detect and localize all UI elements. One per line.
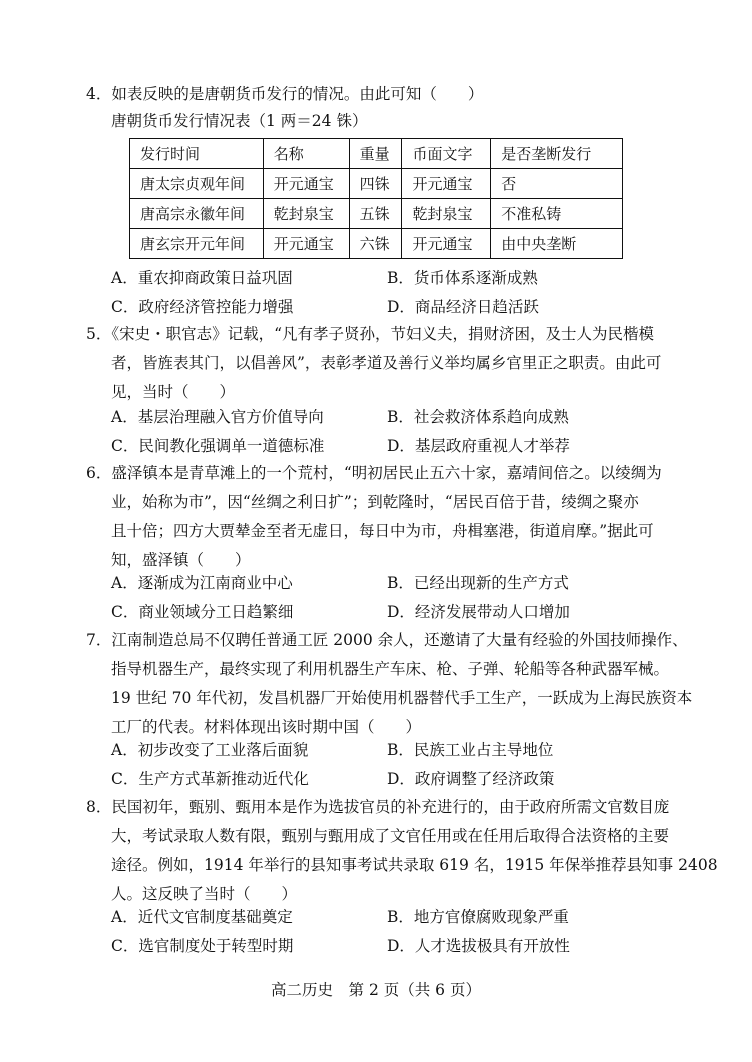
option-c[interactable]: C．民间教化强调单一道德标准 xyxy=(111,437,325,455)
question-4-options xyxy=(111,264,671,322)
option-d[interactable]: D．基层政府重视人才举荐 xyxy=(387,437,570,455)
question-8-line: 大，考试录取人数有限，甄别与甄用成了文官任用或在任用后取得合法资格的主要 xyxy=(111,827,670,845)
question-8 xyxy=(86,793,718,909)
table-cell: 开元通宝 xyxy=(402,229,491,259)
question-7-line: 工厂的代表。材料体现出该时期中国（ ） xyxy=(111,718,422,736)
question-4 xyxy=(86,80,680,109)
option-d[interactable]: D．人才选拔极具有开放性 xyxy=(387,937,570,955)
option-a[interactable]: A．逐渐成为江南商业中心 xyxy=(111,574,293,592)
question-6-line: 业，始称为市”，因“丝绸之利日扩”；到乾隆时，“居民百倍于昔，绫绸之聚亦 xyxy=(111,493,639,511)
table-row xyxy=(130,199,623,229)
table-cell: 唐太宗贞观年间 xyxy=(130,169,264,199)
question-7-line: 19 世纪 70 年代初，发昌机器厂开始使用机器替代手工生产，一跃成为上海民族资本 xyxy=(111,689,693,707)
question-7-line: 指导机器生产，最终实现了利用机器生产车床、枪、子弹、轮船等各种武器军械。 xyxy=(111,660,670,678)
question-6-line: 6．盛泽镇本是青草滩上的一个荒村，“明初居民止五六十家，嘉靖间倍之。以绫绸为 xyxy=(86,464,662,482)
option-b[interactable]: B．民族工业占主导地位 xyxy=(387,741,554,759)
table-cell: 开元通宝 xyxy=(263,169,349,199)
option-b[interactable]: B．社会救济体系趋向成熟 xyxy=(387,408,569,426)
option-c[interactable]: C．商业领域分工日趋繁细 xyxy=(111,603,294,621)
table-cell: 唐玄宗开元年间 xyxy=(130,229,264,259)
table-cell: 不准私铸 xyxy=(491,199,623,229)
table-cell: 唐高宗永徽年间 xyxy=(130,199,264,229)
option-d[interactable]: D．政府调整了经济政策 xyxy=(387,770,555,788)
question-5-options xyxy=(111,403,671,461)
option-c[interactable]: C．政府经济管控能力增强 xyxy=(111,298,294,316)
table-row xyxy=(130,229,623,259)
option-a[interactable]: A．基层治理融入官方价值导向 xyxy=(111,408,324,426)
table-header-cell: 是否垄断发行 xyxy=(491,139,623,169)
table-cell: 开元通宝 xyxy=(402,169,491,199)
option-a[interactable]: A．重农抑商政策日益巩固 xyxy=(111,269,293,287)
question-8-line: 8．民国初年，甄别、甄用本是作为选拔官员的补充进行的，由于政府所需文官数目庞 xyxy=(86,798,670,816)
question-7-line: 7．江南制造总局不仅聘任普通工匠 2000 余人，还邀请了大量有经验的外国技师操作、 xyxy=(86,631,688,649)
table-cell: 四铢 xyxy=(349,169,402,199)
question-7-options xyxy=(111,736,671,794)
table-header-row xyxy=(130,139,623,169)
question-8-line: 途径。例如，1914 年举行的县知事考试共录取 619 名，1915 年保举推荐县知事 2408 xyxy=(111,856,718,874)
page-footer: 高二历史 第 2 页（共 6 页） xyxy=(271,981,481,999)
table-caption: 唐朝货币发行情况表（1 两＝24 铢） xyxy=(111,112,368,130)
option-d[interactable]: D．商品经济日趋活跃 xyxy=(387,298,539,316)
question-4-stem: 4．如表反映的是唐朝货币发行的情况。由此可知（ ） xyxy=(86,85,484,103)
option-a[interactable]: A．初步改变了工业落后面貌 xyxy=(111,741,309,759)
table-cell: 否 xyxy=(491,169,623,199)
table-row xyxy=(130,169,623,199)
option-b[interactable]: B．已经出现新的生产方式 xyxy=(387,574,569,592)
question-5-line: 见，当时（ ） xyxy=(111,383,236,401)
table-cell: 五铢 xyxy=(349,199,402,229)
option-b[interactable]: B．地方官僚腐败现象严重 xyxy=(387,908,569,926)
table-header-cell: 重量 xyxy=(349,139,402,169)
table-cell: 六铢 xyxy=(349,229,402,259)
table-header-cell: 币面文字 xyxy=(402,139,491,169)
option-c[interactable]: C．生产方式革新推动近代化 xyxy=(111,770,309,788)
table-cell: 由中央垄断 xyxy=(491,229,623,259)
question-8-line: 人。这反映了当时（ ） xyxy=(111,885,298,903)
question-5 xyxy=(86,320,680,407)
table-cell: 乾封泉宝 xyxy=(402,199,491,229)
table-cell: 开元通宝 xyxy=(263,229,349,259)
question-5-line: 者，皆旌表其门，以倡善风”，表彰孝道及善行义举均属乡官里正之职责。由此可 xyxy=(111,354,662,372)
question-6-line: 知，盛泽镇（ ） xyxy=(111,551,251,569)
question-6-options xyxy=(111,569,671,627)
question-8-options xyxy=(111,903,671,961)
question-6-line: 且十倍；四方大贾辇金至者无虚日，每日中为市，舟楫塞港，街道肩摩。”据此可 xyxy=(111,522,654,540)
table-header-cell: 发行时间 xyxy=(130,139,264,169)
question-7 xyxy=(86,626,693,742)
option-b[interactable]: B．货币体系逐渐成熟 xyxy=(387,269,538,287)
option-a[interactable]: A．近代文官制度基础奠定 xyxy=(111,908,293,926)
table-cell: 乾封泉宝 xyxy=(263,199,349,229)
question-6 xyxy=(86,459,680,575)
question-5-line: 5．《宋史・职官志》记载，“凡有孝子贤孙，节妇义夫，捐财济困，及士人为民楷模 xyxy=(86,325,655,343)
option-d[interactable]: D．经济发展带动人口增加 xyxy=(387,603,570,621)
option-c[interactable]: C．选官制度处于转型时期 xyxy=(111,937,294,955)
table-header-cell: 名称 xyxy=(263,139,349,169)
currency-table xyxy=(129,138,623,259)
